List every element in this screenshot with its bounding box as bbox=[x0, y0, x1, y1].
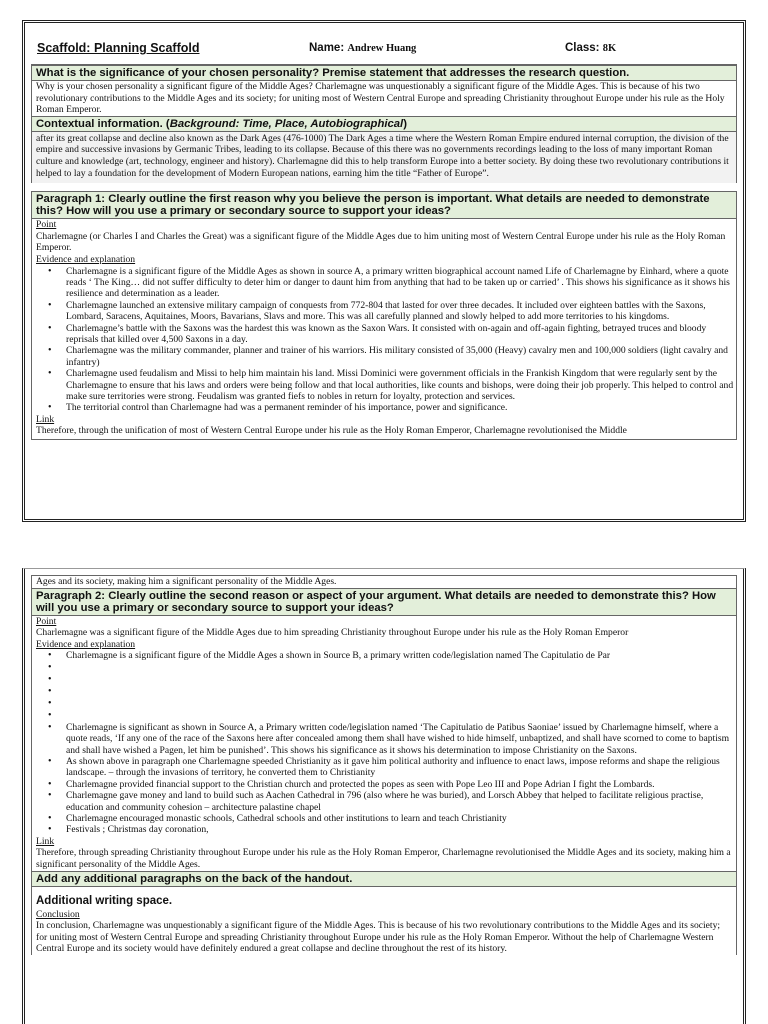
p2-point-label: Point bbox=[36, 615, 57, 627]
empty-list-item bbox=[32, 698, 736, 710]
class-field bbox=[565, 42, 616, 54]
class-value: 8K bbox=[602, 43, 617, 54]
scaffold-title: Scaffold: Planning Scaffold bbox=[37, 41, 200, 55]
header-row bbox=[31, 27, 737, 65]
page-1-content bbox=[31, 27, 737, 440]
list-item: • The territorial control than Charlemagne had was a permanent reminder of his importance, power and significance. bbox=[32, 402, 736, 413]
additional-title: Additional writing space. bbox=[36, 894, 173, 907]
worksheet-page-2 bbox=[22, 568, 746, 1024]
empty-list-item bbox=[32, 686, 736, 698]
p2-evidence-list bbox=[32, 650, 736, 835]
p2-link-label: Link bbox=[36, 835, 55, 847]
p1-link-text: Therefore, through the unification of most of Western Central Europe under his rule as the Holy Roman Emperor, Charlemagne revolutionised the Middle bbox=[36, 425, 627, 437]
name-label: Name: bbox=[309, 42, 345, 54]
worksheet-page-1 bbox=[22, 20, 746, 522]
list-item: • Festivals ; Christmas day coronation, bbox=[32, 824, 736, 835]
additional-space bbox=[31, 887, 737, 955]
context-heading-suffix: ) bbox=[403, 117, 407, 130]
significance-text: Why is your chosen personality a significant figure of the Middle Ages? Charlemagne was unquestionably a significant figure of the Middle Ages. This is because of his two revolutionary contributions to the Middle Ages and its society; for uniting most of Western Central Europe and spreading Christianity throughout Europe under his rule as the Holy Roman Emperor. bbox=[31, 81, 737, 116]
page-2-content bbox=[31, 575, 737, 955]
p1-link-label: Link bbox=[36, 413, 55, 425]
name-field bbox=[309, 42, 416, 54]
list-item: • Charlemagne was the military commander, planner and trainer of his warriors. His military consisted of 35,000 (Heavy) cavalry men and 100,000 soldiers (light cavalry and infantry) bbox=[32, 345, 736, 368]
empty-list-item bbox=[32, 662, 736, 674]
empty-list-item bbox=[32, 710, 736, 722]
context-heading-italic: Background: Time, Place, Autobiographical bbox=[169, 117, 404, 130]
p1-evidence-label: Evidence and explanation bbox=[36, 253, 136, 265]
paragraph1-body bbox=[31, 219, 737, 440]
list-item: • Charlemagne is a significant figure of the Middle Ages a shown in Source B, a primary written code/legislation named The Capitulatio de Par bbox=[32, 650, 736, 661]
context-heading-prefix: Contextual information. ( bbox=[36, 117, 170, 130]
name-value: Andrew Huang bbox=[347, 43, 417, 54]
conclusion-label: Conclusion bbox=[36, 908, 80, 920]
list-item: • As shown above in paragraph one Charlemagne speeded Christianity as it gave him political authority and influence to enact laws, impose reforms and shape the religious landscape. – through the invasions of territory, he converted them to Christianity bbox=[32, 756, 736, 779]
add-paragraphs-note: Add any additional paragraphs on the back of the handout. bbox=[31, 871, 737, 887]
p1-point-label: Point bbox=[36, 219, 57, 231]
list-item: • Charlemagne gave money and land to build such as Aachen Cathedral in 796 (also where he was buried), and Lorsch Abbey that helped to facilitate religious practise, education and community cohesion – architecture palastine chapel bbox=[32, 790, 736, 813]
context-text: after its great collapse and decline also known as the Dark Ages (476-1000) The Dark Ages a time where the Western Roman Empire endured internal corruption, the division of the empire and successive invasions by Germanic Tribes, leading to its collapse. Because of this there was no governments recordings leading to the loss of many important Roman culture and knowledge (art, technology, engineer and history). Charlemagne did this to help transform Europe into a better society. By doing these two revolutionary contributions it helped to lay a foundation for the development of Modern European nations, earning him the title “Father of Europe”. bbox=[31, 132, 737, 183]
paragraph2-heading: Paragraph 2: Clearly outline the second reason or aspect of your argument. What details are needed to demonstrate this? How will you use a primary or secondary source to support your ideas? bbox=[31, 588, 737, 616]
empty-list-item bbox=[32, 674, 736, 686]
significance-heading: What is the significance of your chosen personality? Premise statement that addresses the research question. bbox=[31, 65, 737, 81]
paragraph2-body bbox=[31, 616, 737, 871]
p2-link-text: Therefore, through spreading Christianity throughout Europe under his rule as the Holy Roman Emperor, Charlemagne revolutionised the Middle Ages and its society, making him a significant personality of the Middle Ages. bbox=[36, 847, 731, 871]
list-item: • Charlemagne used feudalism and Missi to help him maintain his land. Missi Dominici were government officials in the Frankish Kingdom that were regularly sent by the Charlemagne to ensure that his laws and orders were being follow and that local authorities, like counts and bishops, were doing their job properly. This helped to control and make sure territories were strong. Feudalism was granted fiefs to nobles in return for loyalty, protection and services. bbox=[32, 368, 736, 402]
list-item: • Charlemagne is a significant figure of the Middle Ages as shown in source A, a primary written biographical account named Life of Charlemagne by Einhard, where a quote reads ‘ The King… did not suffer difficulty to deter him or danger to daunt him from anything that had to be taken up or carried’ . This shows his significance as it shows his resilience and determination as a leader. bbox=[32, 266, 736, 300]
p2-point-text: Charlemagne was a significant figure of the Middle Ages due to him spreading Christianity throughout Europe under his rule as the Holy Roman Emperor bbox=[36, 627, 629, 639]
list-item: • Charlemagne provided financial support to the Christian church and protected the popes as seen with Pope Leo III and Pope Adrian I fight the Lombards. bbox=[32, 779, 736, 790]
p1-evidence-list bbox=[32, 266, 736, 414]
list-item: • Charlemagne encouraged monastic schools, Cathedral schools and other institutions to learn and teach Christianity bbox=[32, 813, 736, 824]
paragraph1-heading: Paragraph 1: Clearly outline the first reason why you believe the person is important. What details are needed to demonstrate this? How will you use a primary or secondary source to support your ideas? bbox=[31, 191, 737, 219]
p2-evidence-label: Evidence and explanation bbox=[36, 638, 136, 650]
context-heading bbox=[31, 116, 737, 132]
p1-point-text: Charlemagne (or Charles I and Charles the Great) was a significant figure of the Middle Ages due to him uniting most of Western Central Europe under his rule as the Holy Roman Emperor. bbox=[36, 230, 726, 254]
list-item: • Charlemagne’s battle with the Saxons was the hardest this was known as the Saxon Wars. It consisted with on-again and off-again fighting, betrayed truces and bloody reprisals that killed over 4,500 Saxons in a day. bbox=[32, 323, 736, 346]
list-item: • Charlemagne launched an extensive military campaign of conquests from 772-804 that lasted for over three decades. It included over eighteen battles with the Saxons, Lombard, Saracens, Aquitaines, Moors, Bavarians, Slavs and more. This was all carefully planned and slowly helped to add more territories to his kingdoms. bbox=[32, 300, 736, 323]
conclusion-text: In conclusion, Charlemagne was unquestionably a significant figure of the Middle Ages. This is because of his two revolutionary contributions to the Middle Ages and its society; for uniting most of Western Central Europe and spreading Christianity throughout Europe under his rule as the Holy Roman Emperor. Without the help of Charlemagne Western Central Europe and its society would have definitely endured a great collapse and decline throughout the rest of its history. bbox=[36, 920, 721, 955]
class-label: Class: bbox=[565, 42, 600, 54]
p1-link-continuation: Ages and its society, making him a significant personality of the Middle Ages. bbox=[31, 575, 737, 588]
list-item: • Charlemagne is significant as shown in Source A, a Primary written code/legislation named ‘The Capitulatio de Patibus Saoniae’ issued by Charlemagne himself, where a quote reads, ‘If any one of the race of the Saxons here after concealed among them shall have wished to hide himself, unbaptized, and shall have scorned to come to baptism and shall have wished a Pagen, let him be punished’. This shows his significance as it shows his determination to impose Christianity on the Saxons. bbox=[32, 722, 736, 756]
